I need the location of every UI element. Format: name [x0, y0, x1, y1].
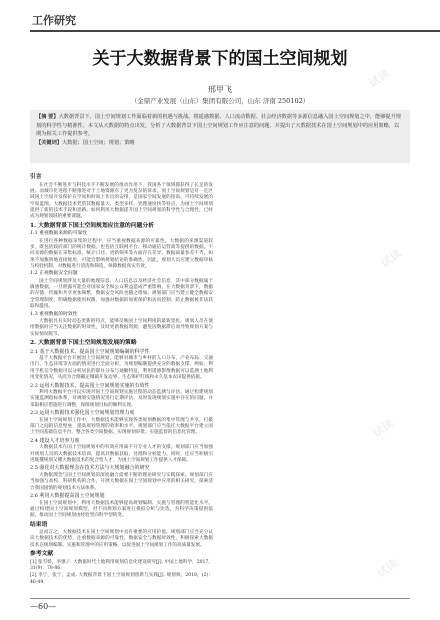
heading-section-2: 2. 大数据背景下国土空间规划发展的策略 — [30, 340, 137, 347]
heading-2-3: 2.3 运用大数据技术强化国土空间规划管理力度 — [30, 410, 135, 417]
reference-list — [30, 560, 213, 586]
heading-2-2: 2.2 运用大数据技术，提高国土空间规划实施的有效性 — [30, 382, 150, 389]
heading-references: 参考文献 — [30, 551, 54, 558]
paragraph-1-3: 大数据具有实时动态更新的特点，能够反映国土空间利用的最新变化。规划人员在使用数据时应当关注数据的时效性，及时更新数据资源，避免因数据滞后而导致规划方案与实际情况脱节。 — [30, 319, 213, 337]
paragraph-2-5: 大数据理念与国土空间规划的深度融合需要不断的理论研究与实践探索。规划部门应当加强与高校、科研机构的合作，开展大数据在国土空间规划中应用的相关研究，探索适合我国国情的规划技术方法体系。 — [30, 472, 213, 491]
page-header — [0, 0, 440, 34]
heading-2-5: 2.5 强化对大数据理念在技术方法与大规划融合的研究 — [30, 465, 150, 472]
paragraph-2-1: 基于大数据平台开展国土空间规划，能够对城市与乡村的人口分布、产业布局、交通出行、生态环境等方面的情况进行全面分析，为规划编制提供充分的数据支撑。例如，利用手机信令数据可以分析居民的职住分布与通勤特征，利用遥感影像数据可以监测土地利用变化情况，从而为合理确定城镇开发边界、生态保护红线和永久基本农田提供依据。 — [30, 356, 213, 381]
footer-divider — [30, 598, 410, 599]
heading-2-1: 2.1 基于大数据技术，提高国土空间规划编制的科学性 — [30, 348, 150, 355]
heading-conclusion: 结束语 — [30, 521, 48, 528]
heading-1-3: 1.3 重视数据的时效性 — [30, 311, 78, 317]
reference-item: [2] 李宁，张宁，孟成. 大数据背景下国土空间规划创新与实践[J]. 规划师，2018，(2)：46-49. — [30, 573, 213, 585]
heading-2-6: 2.6 利用大数据提高国土空间规划 — [30, 493, 105, 499]
reference-item: [1] 张雪娇，李强子. 大数据时代土地利用规划信息化建设研究[J]. 中国土地科学，2017，31(9)：78-86. — [30, 559, 213, 571]
keywords-paragraph — [36, 139, 404, 148]
article-author: 邢甲飞 — [208, 85, 232, 94]
abstract-box — [30, 110, 410, 163]
keywords-text: 大数据；国土空间；规划；策略 — [61, 139, 135, 146]
paragraph-conclusion: 总而言之，大数据技术在国土空间规划中具有重要的应用价值。规划部门应当充分认识大数据技术的优势，注重数据来源的可靠性、数据安全与数据时效性，积极探索大数据技术在规划编制、实施和管理中的应用策略，以促进国土空间规划工作的高质量发展。 — [30, 530, 213, 548]
keywords-label: 【关键词】 — [36, 139, 62, 146]
paragraph-2-3: 在国土空间规划工作中，大数据技术能够实现各类规划数据的集中管理与共享，打破部门之间的信息壁垒，提高规划管理的效率和水平。规划部门应当依托大数据平台建立国土空间基础信息平台，整合各类空间数据，实现规划审批、实施监督的信息化管理。 — [30, 417, 213, 436]
abstract-paragraph — [36, 113, 404, 139]
heading-intro: 引言 — [30, 174, 42, 180]
paragraph-1-2: 国土空间规划涉及大量的地理信息、人口信息以及经济社会信息，其中部分数据属于敏感数据，一旦泄露可能会对国家安全和公众利益造成严重影响。在大数据背景下，数据的存储、传输和共享更加频繁，数据安全风险也随之增加。规划部门应当建立健全数据安全管理制度，明确数据使用权限，加强对数据的加密保护和访问控制，防止数据被非法获取和滥用。 — [30, 278, 213, 310]
paragraph-1-1: 在进行各种数据采集的过程中，应当重视数据来源的可靠性。大数据的来源渠道较多，既包括政府部门的统计数据，也包括互联网平台、移动通信运营商等提供的数据。不同来源的数据在采集标准、统计口径、更新频率等方面存在差异，数据质量参差不齐，如果不加甄别地直接使用，可能会影响规划结论的准确性。因此，规划人员应建立数据审核与校验机制，对数据进行清洗和筛选，保障数据真实有效。 — [30, 238, 213, 269]
watermark: 试读 — [374, 556, 401, 581]
paragraph-2-4: 大数据技术在国土空间规划中的有效应用离不开专业人才的支撑。规划部门应当加强对规划人员的大数据技术培训，提高其数据获取、处理和分析能力。同时，还应当积极引进既懂规划又懂大数据技术的复合型人才，为国土空间规划工作提供人才保障。 — [30, 445, 213, 464]
heading-1-1: 1.1 重视数据来源的可靠性 — [30, 231, 88, 237]
author-affiliation: （金鼎产业发展（山东）集团有限公司，山东 济南 250102） — [130, 97, 310, 105]
watermark: 试读 — [366, 66, 393, 91]
article-title: 关于大数据背景下的国土空间规划 — [92, 49, 348, 69]
article-body — [30, 172, 410, 594]
paragraph-2-6: 在国土空间规划中，利用大数据技术能够提高规划编制、实施与管理的智能化水平。通过构建国土空间规划模型，对不同规划方案进行模拟分析与比选，为科学决策提供依据，推动国土空间规划由经验型向科学型转变。 — [30, 500, 213, 519]
paragraph-intro: 在社会不断进步与科技水平不断发展的推动作用下，我国各个领域都获得了长足的发展。而城市化进程不断推进对于土地资源有了更为复杂的诉求。国土空间规划是对一定区域国土空间开发保护在空间和时间上作出的安排，是国家空间发展的指南、可持续发展的空间蓝图。大数据技术凭借其数据量大、类型多样、处理速度快等特点，为国土空间规划提供了新的技术手段和思路。如何利用大数据提升国土空间规划的科学性与合理性，已经成为规划领域的重要课题。 — [30, 182, 213, 220]
watermark: 试读 — [370, 416, 397, 441]
heading-section-1: 1. 大数据背景下国土空间规划应注意的问题分析 — [30, 222, 155, 229]
heading-1-2: 1.2 正视数据安全问题 — [30, 271, 78, 277]
page-number: —60— — [30, 602, 57, 611]
heading-2-4: 2.4 建设人才培养力度 — [30, 437, 80, 444]
section-label: 工作研究 — [32, 14, 76, 27]
paragraph-2-2: 利用大数据平台可以实现对国土空间规划实施过程的动态监测与评估。通过构建规划实施监测指标体系，对规划实施情况进行定期评估，及时发现规划实施中存在的问题，并采取相应措施进行调整，保障规划目标的顺利实现。 — [30, 390, 213, 408]
abstract-label: 【摘 要】 — [36, 114, 59, 120]
watermark: 试读 — [378, 246, 405, 271]
abstract-text: 大数据背景下，国土空间规划工作面临着新的机遇与挑战。将遥感数据、人口流动数据、社会经济数据等多源信息融入国土空间规划之中，能够提升规划的科学性与精准性。本文从大数据的特点出发，分析了大数据背景下国土空间规划工作应注意的问题，并提出了大数据技术在国土空间规划中的应用策略，以期为相关工作提供参考。 — [36, 114, 401, 138]
header-divider — [30, 30, 440, 32]
